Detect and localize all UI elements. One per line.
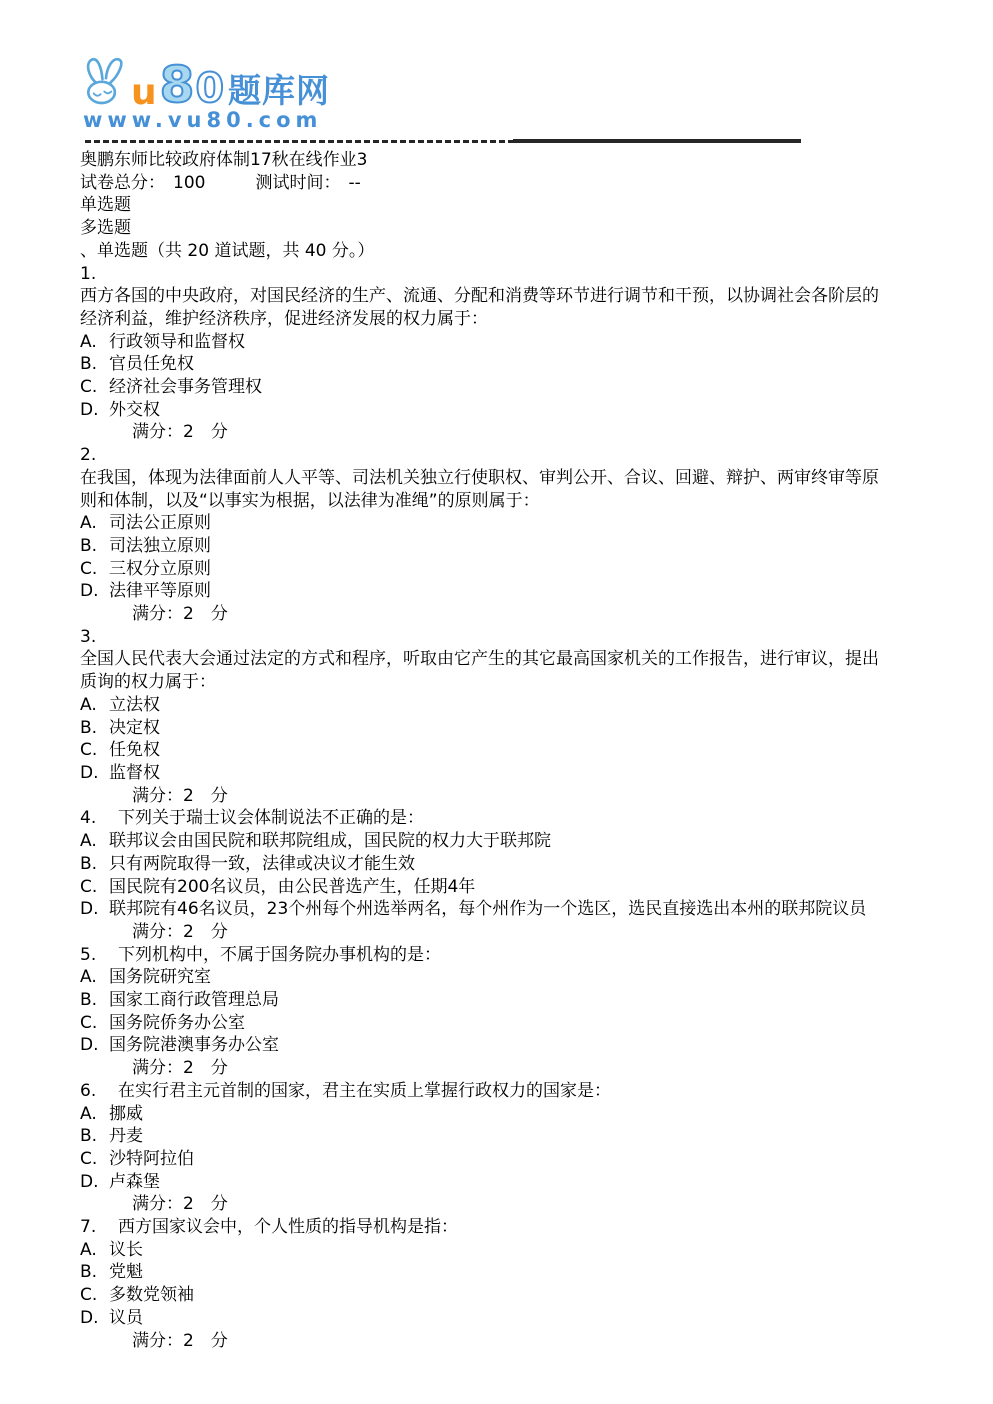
option-key: B. [80, 717, 98, 738]
logo-letter-u: u [131, 72, 157, 114]
option-text: 三权分立原则 [109, 558, 211, 579]
question-number: 4. [80, 808, 97, 829]
question-heading [80, 807, 985, 830]
option-row [80, 694, 985, 717]
question-number: 2. [80, 445, 97, 466]
option-text: 国务院研究室 [109, 967, 211, 988]
test-time-label: 测试时间： [255, 172, 341, 193]
question-type-multi: 多选题 [80, 218, 131, 239]
option-key: D. [80, 399, 99, 420]
question-heading [80, 1080, 985, 1103]
option-key: C. [80, 1012, 98, 1033]
option-row [80, 898, 985, 921]
option-row [80, 853, 985, 876]
option-key: B. [80, 535, 98, 556]
option-key: D. [80, 1171, 99, 1192]
option-row [80, 1103, 985, 1126]
option-key: C. [80, 740, 98, 761]
option-row [80, 1307, 985, 1330]
question-list [80, 263, 985, 1353]
option-key: B. [80, 354, 98, 375]
question-number: 1. [80, 263, 97, 284]
question-stem-line: 西方各国的中央政府，对国民经济的生产、流通、分配和消费等环节进行调节和干预，以协调社会各阶层的 [80, 286, 879, 307]
option-text: 只有两院取得一致，法律或决议才能生效 [109, 853, 415, 874]
logo-digit-8: 8 [159, 56, 195, 114]
option-text: 卢森堡 [109, 1171, 160, 1192]
option-text: 联邦院有46名议员，23个州每个州选举两名，每个州作为一个选区，选民直接选出本州的联邦院议员 [109, 899, 867, 920]
option-text: 监督权 [109, 762, 160, 783]
option-row [80, 966, 985, 989]
option-text: 党魁 [109, 1262, 143, 1283]
option-row [80, 1284, 985, 1307]
option-key: D. [80, 899, 99, 920]
option-row [80, 558, 985, 581]
option-key: D. [80, 1035, 99, 1056]
option-key: C. [80, 377, 98, 398]
option-key: B. [80, 990, 98, 1011]
option-key: D. [80, 762, 99, 783]
option-key: D. [80, 1307, 99, 1328]
question-stem: 下列关于瑞士议会体制说法不正确的是： [118, 808, 424, 829]
option-key: C. [80, 558, 98, 579]
question-stem: 在实行君主元首制的国家，君主在实质上掌握行政权力的国家是： [118, 1080, 611, 1101]
score-line: 满分：2 分 [132, 921, 228, 942]
option-key: A. [80, 831, 97, 852]
option-row [80, 830, 985, 853]
option-row [80, 1034, 985, 1057]
score-line: 满分：2 分 [132, 1330, 228, 1351]
test-time-value: -- [348, 172, 361, 193]
question-stem-line: 全国人民代表大会通过法定的方式和程序，听取由它产生的其它最高国家机关的工作报告，进行审议，提出 [80, 649, 879, 670]
option-key: B. [80, 853, 98, 874]
option-key: C. [80, 876, 98, 897]
logo-suffix-text: 题库网 [227, 70, 330, 110]
option-text: 经济社会事务管理权 [109, 377, 262, 398]
option-row [80, 1148, 985, 1171]
site-logo[interactable] [83, 54, 330, 131]
option-row [80, 535, 985, 558]
question-stem-line: 则和体制，以及“以事实为根据，以法律为准绳”的原则属于： [80, 490, 540, 511]
option-text: 多数党领袖 [109, 1285, 194, 1306]
separator-solid-segment [513, 139, 801, 143]
total-score-label: 试卷总分： [80, 172, 165, 193]
option-text: 丹麦 [109, 1126, 143, 1147]
option-row [80, 399, 985, 422]
option-key: A. [80, 1239, 97, 1260]
option-text: 国民院有200名议员，由公民普选产生，任期4年 [109, 876, 476, 897]
score-line: 满分：2 分 [132, 785, 228, 806]
option-row [80, 739, 985, 762]
option-text: 国家工商行政管理总局 [109, 990, 279, 1011]
score-line: 满分：2 分 [132, 604, 228, 625]
option-key: D. [80, 581, 99, 602]
option-key: A. [80, 513, 97, 534]
score-line: 满分：2 分 [132, 1058, 228, 1079]
option-key: A. [80, 331, 97, 352]
option-row [80, 876, 985, 899]
question-number: 7. [80, 1217, 97, 1238]
option-row [80, 1012, 985, 1035]
question-number: 6. [80, 1080, 97, 1101]
logo-digit-0: 0 [195, 63, 224, 112]
option-key: B. [80, 1262, 98, 1283]
question-type-single: 单选题 [80, 195, 131, 216]
page-title: 奥鹏东师比较政府体制17秋在线作业3 [80, 150, 368, 170]
option-row [80, 512, 985, 535]
option-text: 任免权 [109, 740, 160, 761]
question-stem-line: 在我国，体现为法律面前人人平等、司法机关独立行使职权、审判公开、合议、回避、辩护、两审终审等原 [80, 467, 879, 488]
question-stem-line: 质询的权力属于： [80, 672, 216, 693]
option-text: 行政领导和监督权 [109, 331, 245, 352]
option-key: B. [80, 1126, 98, 1147]
option-text: 国务院侨务办公室 [109, 1012, 245, 1033]
option-row [80, 331, 985, 354]
option-row [80, 1171, 985, 1194]
option-text: 司法独立原则 [109, 535, 211, 556]
question-stem: 西方国家议会中，个人性质的指导机构是指： [118, 1217, 458, 1238]
separator-dashed-segment [85, 140, 513, 143]
logo-url-text: www.vu80.com [83, 108, 323, 132]
question-heading [80, 1216, 985, 1239]
option-text: 议长 [109, 1239, 143, 1260]
option-key: C. [80, 1148, 98, 1169]
option-row [80, 1261, 985, 1284]
meta-line [80, 172, 985, 195]
option-text: 国务院港澳事务办公室 [109, 1035, 279, 1056]
option-row [80, 717, 985, 740]
question-heading [80, 944, 985, 967]
option-key: C. [80, 1285, 98, 1306]
option-text: 议员 [109, 1307, 143, 1328]
option-text: 司法公正原则 [109, 513, 211, 534]
section-heading: 、单选题（共 20 道试题，共 40 分。） [80, 240, 375, 261]
option-key: A. [80, 967, 97, 988]
option-text: 沙特阿拉伯 [109, 1148, 194, 1169]
question-stem-line: 经济利益，维护经济秩序，促进经济发展的权力属于： [80, 308, 488, 329]
option-text: 官员任免权 [109, 354, 194, 375]
option-row [80, 762, 985, 785]
option-key: A. [80, 1103, 97, 1124]
document-body [80, 149, 985, 1352]
option-row [80, 580, 985, 603]
question-number: 3. [80, 626, 97, 647]
option-text: 外交权 [109, 399, 160, 420]
option-text: 立法权 [109, 694, 160, 715]
option-row [80, 1125, 985, 1148]
score-line: 满分：2 分 [132, 422, 228, 443]
question-number: 5. [80, 944, 97, 965]
option-row [80, 1239, 985, 1262]
option-text: 法律平等原则 [109, 581, 211, 602]
option-row [80, 353, 985, 376]
logo-brand-row [83, 54, 330, 114]
rabbit-logo-icon [83, 54, 129, 106]
separator [85, 139, 801, 143]
option-text: 决定权 [109, 717, 160, 738]
option-row [80, 989, 985, 1012]
question-stem: 下列机构中，不属于国务院办事机构的是： [118, 944, 441, 965]
option-text: 联邦议会由国民院和联邦院组成，国民院的权力大于联邦院 [109, 831, 551, 852]
option-text: 挪威 [109, 1103, 143, 1124]
option-key: A. [80, 694, 97, 715]
total-score-value: 100 [173, 172, 206, 193]
option-row [80, 376, 985, 399]
score-line: 满分：2 分 [132, 1194, 228, 1215]
